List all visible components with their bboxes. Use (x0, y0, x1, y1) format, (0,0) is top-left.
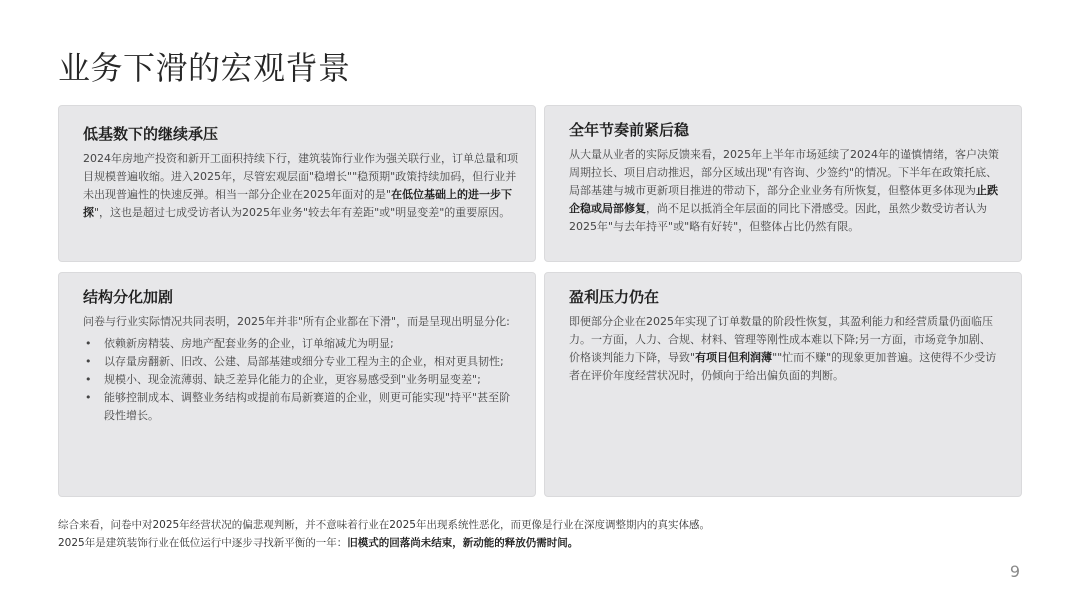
card-structural-divergence (58, 272, 536, 497)
list-item-text: 以存量房翻新、旧改、公建、局部基建或细分专业工程为主的企业，相对更具韧性; (104, 355, 504, 368)
card-title: 盈利压力仍在 (569, 288, 660, 306)
summary-text: 2025年是建筑装饰行业在低位运行中逐步寻找新平衡的一年： (58, 537, 348, 549)
summary-line-2 (58, 534, 1038, 552)
card-title: 全年节奏前紧后稳 (569, 121, 690, 139)
bullet-marker: • (85, 337, 92, 350)
card-title: 结构分化加剧 (83, 288, 174, 306)
list-item (83, 371, 513, 389)
paragraph-text-tail: ，尚不足以抵消全年层面的同比下滑感受。因此，虽然少数受访者认为2025年"与去年持平"或"略有好转"，但整体占比仍然有限。 (569, 202, 987, 233)
list-item-text: 能够控制成本、调整业务结构或提前布局新赛道的企业，则更可能实现"持平"甚至阶段性增长。 (104, 391, 511, 422)
card-paragraph (569, 313, 1001, 385)
paragraph-text-tail: "，这也是超过七成受访者认为2025年业务"较去年有差距"或"明显变差"的重要原因。 (94, 206, 511, 219)
paragraph-emphasis: 在低位基础上的进一步下探 (83, 188, 513, 219)
list-item (83, 389, 513, 425)
card-body (569, 313, 1001, 385)
paragraph-text: 2024年房地产投资和新开工面积持续下行，建筑装饰行业作为强关联行业，订单总量和项目规模普遍收缩。进入2025年，尽管宏观层面"稳增长""稳预期"政策持续加码，但行业并未出现普遍性的快速反弹。相当一部分企业在2025年面对的是" (83, 152, 518, 201)
list-item (83, 353, 513, 371)
summary (58, 516, 1038, 552)
bullet-marker: • (85, 391, 92, 404)
paragraph-emphasis: 止跌企稳或局部修复 (569, 184, 998, 215)
paragraph-emphasis: 有项目但利润薄 (695, 351, 773, 364)
card-title: 低基数下的继续承压 (83, 125, 219, 143)
card-body (83, 150, 519, 222)
paragraph-text: 从大量从业者的实际反馈来看，2025年上半年市场延续了2024年的谨慎情绪，客户决策周期拉长、项目启动推迟，部分区域出现"有咨询、少签约"的情况。下半年在政策托底、局部基建与城市更新项目推进的带动下，部分企业业务有所恢复，但整体更多体现为 (569, 148, 999, 197)
card-low-base-pressure (58, 105, 536, 262)
card-body (569, 146, 1003, 236)
card-paragraph (83, 150, 519, 222)
bullet-marker: • (85, 373, 92, 386)
card-profit-pressure (544, 272, 1022, 497)
card-year-rhythm (544, 105, 1022, 262)
card-paragraph (569, 146, 1003, 236)
summary-emphasis: 旧模式的回落尚未结束，新动能的释放仍需时间。 (347, 537, 579, 549)
list-item-text: 依赖新房精装、房地产配套业务的企业，订单缩减尤为明显; (104, 337, 394, 350)
bullet-marker: • (85, 355, 92, 368)
card-paragraph: 问卷与行业实际情况共同表明，2025年并非"所有企业都在下滑"，而是呈现出明显分化: (83, 315, 510, 328)
list-item-text: 规模小、现金流薄弱、缺乏差异化能力的企业，更容易感受到"业务明显变差"; (104, 373, 481, 386)
paragraph-text: 即便部分企业在2025年实现了订单数量的阶段性恢复，其盈利能力和经营质量仍面临压力。一方面，人力、合规、材料、管理等刚性成本难以下降;另一方面，市场竞争加剧、价格谈判能力下降，导致" (569, 315, 993, 364)
card-body (83, 313, 513, 425)
page-title: 业务下滑的宏观背景 (58, 49, 351, 87)
bullet-list (83, 335, 513, 425)
paragraph-text-tail: ""忙而不赚"的现象更加普遍。这使得不少受访者在评价年度经营状况时，仍倾向于给出偏负面的判断。 (569, 351, 997, 382)
list-item (83, 335, 513, 353)
summary-line-1: 综合来看，问卷中对2025年经营状况的偏悲观判断，并不意味着行业在2025年出现系统性恶化，而更像是行业在深度调整期内的真实体感。 (58, 519, 710, 531)
page-number: 9 (1009, 562, 1020, 581)
